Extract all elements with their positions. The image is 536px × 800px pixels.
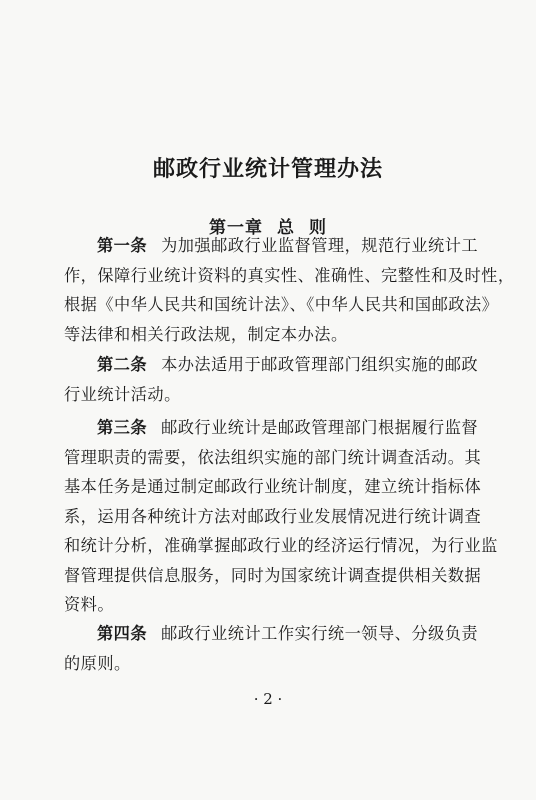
chapter-name-part1: 总 — [277, 218, 295, 238]
article-text: 为加强邮政行业监督管理，规范行业统计工 — [161, 236, 479, 255]
article-4 — [64, 619, 479, 678]
article-text: 行业统计活动。 — [64, 384, 181, 404]
chapter-name-part2: 则 — [309, 218, 327, 238]
article-text: 管理职责的需要，依法组织实施的部门统计调查活动。其 — [64, 447, 482, 467]
article-1-line-1 — [64, 231, 479, 261]
article-text: 邮政行业统计是邮政管理部门根据履行监督 — [161, 418, 479, 437]
article-2-line-1 — [64, 350, 479, 380]
article-text: 资料。 — [64, 595, 115, 614]
article-3-heading: 第三条 — [97, 418, 148, 437]
article-2 — [64, 350, 479, 409]
article-4-line-1 — [64, 619, 479, 649]
article-4-heading: 第四条 — [97, 624, 148, 643]
article-text: 根据《中华人民共和国统计法》、《中华人民共和国邮政法》 — [64, 295, 499, 314]
article-3 — [64, 413, 498, 620]
article-1 — [64, 231, 515, 349]
document-title: 邮政行业统计管理办法 — [152, 156, 383, 182]
article-text: 系，运用各种统计方法对邮政行业发展情况进行统计调查 — [64, 506, 482, 526]
article-text: 督管理提供信息服务，同时为国家统计调查提供相关数据 — [64, 565, 482, 585]
article-text: 等法律和相关行政法规，制定本办法。 — [64, 324, 348, 344]
page-number: · 2 · — [253, 690, 283, 708]
article-text: 作，保障行业统计资料的真实性、准确性、完整性和及时性， — [64, 265, 515, 285]
article-text: 邮政行业统计工作实行统一领导、分级负责 — [161, 624, 479, 643]
article-text: 的原则。 — [64, 653, 131, 673]
article-text: 基本任务是通过制定邮政行业统计制度，建立统计指标体 — [64, 477, 482, 496]
article-2-heading: 第二条 — [97, 355, 148, 374]
article-text: 和统计分析，准确掌握邮政行业的经济运行情况，为行业监 — [64, 536, 498, 555]
article-text: 本办法适用于邮政管理部门组织实施的邮政 — [161, 355, 479, 374]
chapter-number: 第一章 — [209, 218, 263, 238]
article-3-line-1 — [64, 413, 479, 443]
article-1-heading: 第一条 — [97, 236, 148, 255]
